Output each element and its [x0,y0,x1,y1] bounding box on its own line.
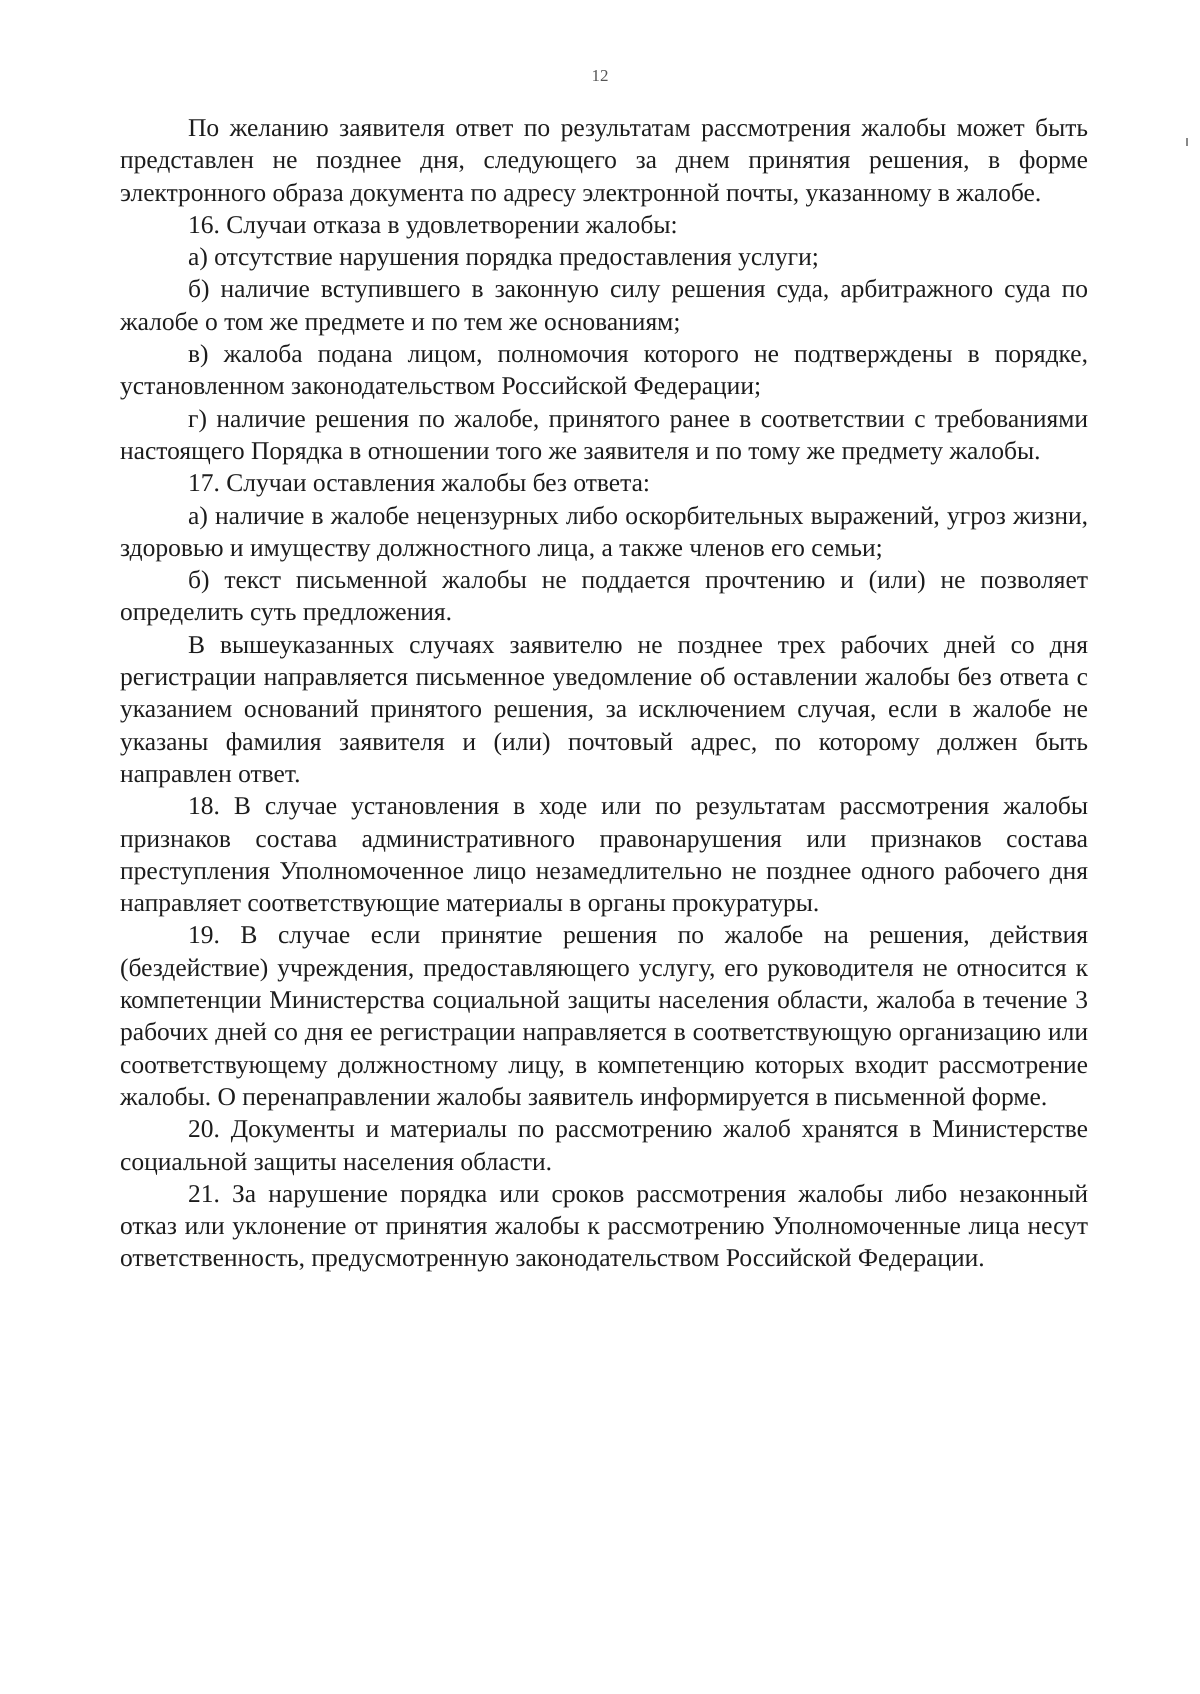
paragraph-16-v: в) жалоба подана лицом, полномочия которого не подтверждены в порядке, установленном законодательством Российской Федерации; [120,339,1088,401]
scan-edge-mark [1186,138,1188,146]
paragraph-16-a: а) отсутствие нарушения порядка предоставления услуги; [188,242,819,272]
document-body [120,112,1088,1275]
paragraph-16-b: б) наличие вступившего в законную силу решения суда, арбитражного суда по жалобе о том же предмете и по тем же основаниям; [120,274,1088,336]
paragraph-21: 21. За нарушение порядка или сроков рассмотрения жалобы либо незаконный отказ или уклонение от принятия жалобы к рассмотрению Уполномоченные лица несут ответственность, предусмотренную законодательством Российской Федерации. [120,1178,1088,1273]
paragraph-response-format: По желанию заявителя ответ по результатам рассмотрения жалобы может быть представлен не позднее дня, следующего за днем принятия решения, в форме электронного образа документа по адресу электронной почты, указанному в жалобе. [120,113,1088,207]
page-number: 12 [591,66,609,85]
paragraph-18: 18. В случае установления в ходе или по результатам рассмотрения жалобы признаков состава административного правонарушения или признаков состава преступления Уполномоченное лицо незамедлительно не позднее одного рабочего дня направляет соответствующие материалы в органы прокуратуры. [120,791,1088,918]
paragraph-16-heading: 16. Случаи отказа в удовлетворении жалобы: [188,209,678,239]
paragraph-16-g: г) наличие решения по жалобе, принятого ранее в соответствии с требованиями настоящего Порядка в отношении того же заявителя и по тому же предмету жалобы. [120,403,1088,465]
paragraph-19: 19. В случае если принятие решения по жалобе на решения, действия (бездействие) учреждения, предоставляющего услугу, его руководителя не относится к компетенции Министерства социальной защиты населения области, жалоба в течение 3 рабочих дней со дня ее регистрации направляется в соответствующую организацию или соответствующему должностному лицу, в компетенцию которых входит рассмотрение жалобы. О перенаправлении жалобы заявитель информируется в письменной форме. [120,920,1088,1111]
paragraph-17-heading: 17. Случаи оставления жалобы без ответа: [188,468,650,498]
paragraph-17-notice: В вышеуказанных случаях заявителю не позднее трех рабочих дней со дня регистрации направляется письменное уведомление об оставлении жалобы без ответа с указанием оснований принятого решения, за исключением случая, если в жалобе не указаны фамилия заявителя и (или) почтовый адрес, по которому должен быть направлен ответ. [120,629,1088,788]
paragraph-17-b: б) текст письменной жалобы не поддается прочтению и (или) не позволяет определить суть предложения. [120,565,1088,627]
paragraph-20: 20. Документы и материалы по рассмотрению жалоб хранятся в Министерстве социальной защиты населения области. [120,1114,1088,1176]
paragraph-17-a: а) наличие в жалобе нецензурных либо оскорбительных выражений, угроз жизни, здоровью и имуществу должностного лица, а также членов его семьи; [120,500,1088,562]
